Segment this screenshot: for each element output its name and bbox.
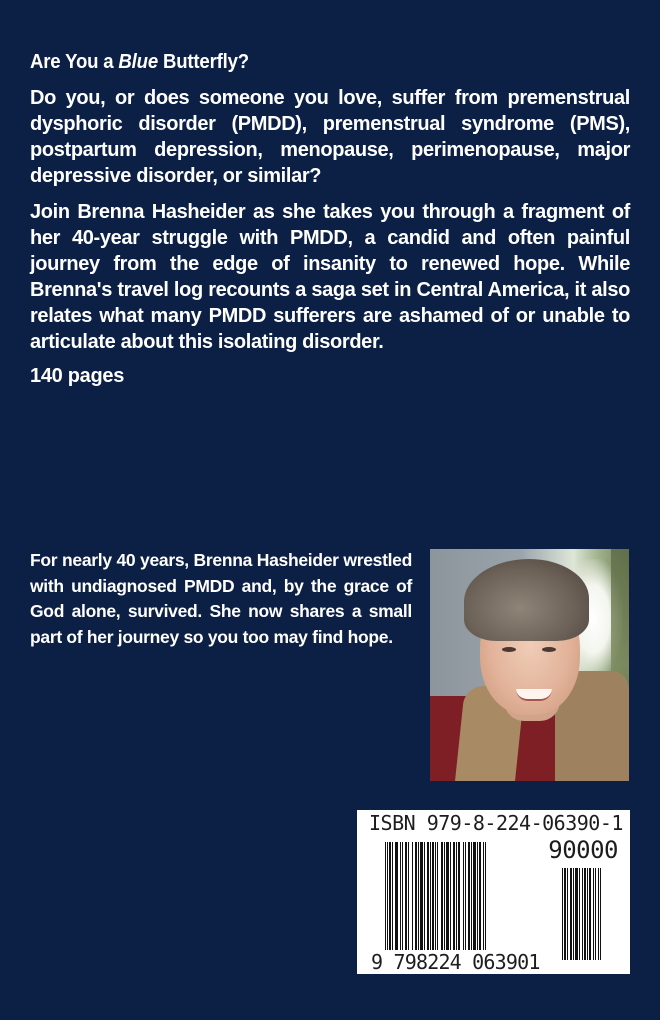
headline: [30, 51, 588, 74]
page-count: 140 pages: [30, 365, 125, 387]
right-eye-shape: [542, 647, 556, 652]
addon-barcode-bars: [562, 868, 620, 960]
hair-shape: [464, 559, 589, 641]
ean-barcode-bars: [385, 842, 537, 966]
blurb-section: [30, 51, 630, 388]
price-code: 90000: [548, 836, 618, 864]
headline-italic: Blue: [118, 51, 158, 73]
author-photo: [430, 549, 629, 781]
left-eye-shape: [502, 647, 516, 652]
isbn-label: ISBN 979-8-224-06390-1: [369, 811, 623, 835]
headline-suffix: Butterfly?: [157, 51, 249, 73]
ean-digits: 9 798224 063901: [371, 950, 540, 974]
author-bio: For nearly 40 years, Brenna Hasheider wrestled with undiagnosed PMDD and, by the grace of God alone, survived. She now shares a small part of her journey so you too may find hope.: [30, 550, 412, 647]
headline-prefix: Are You a: [30, 51, 119, 73]
isbn-barcode: [357, 810, 630, 974]
blurb-paragraph-1: Do you, or does someone you love, suffer from premenstrual dysphoric disorder (PMDD), premenstrual syndrome (PMS), postpartum depression, menopause, perimenopause, major depressive disorder, or similar?: [30, 87, 630, 187]
blurb-paragraph-2: Join Brenna Hasheider as she takes you through a fragment of her 40-year struggle with PMDD, a candid and often painful journey from the edge of insanity to renewed hope. While Brenna's travel log recounts a saga set in Central America, it also relates what many PMDD sufferers are ashamed of or unable to articulate about this isolating disorder.: [30, 201, 630, 353]
